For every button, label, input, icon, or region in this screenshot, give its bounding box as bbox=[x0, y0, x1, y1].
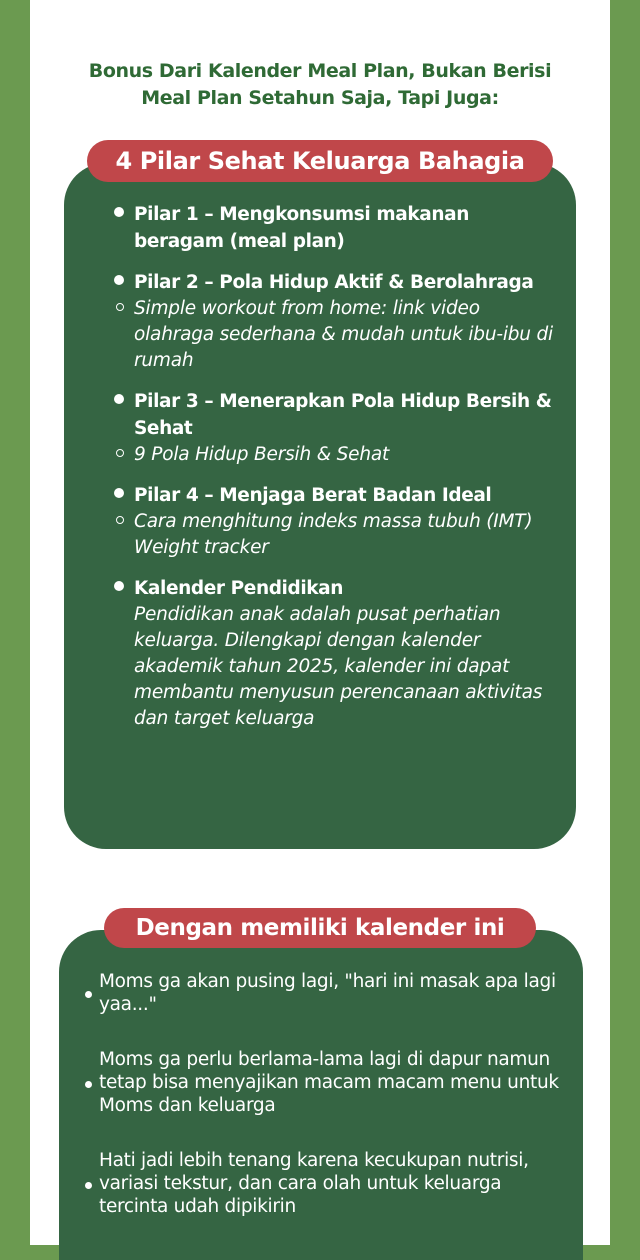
pillar-subitem bbox=[114, 442, 554, 468]
pillar-item bbox=[114, 575, 554, 732]
circle-bullet-icon bbox=[116, 303, 124, 311]
circle-bullet-icon bbox=[116, 516, 124, 524]
pillar-subitem bbox=[114, 509, 554, 561]
pillars-list bbox=[114, 201, 554, 746]
benefit-item bbox=[85, 1149, 565, 1218]
pillar-heading: Pilar 2 – Pola Hidup Aktif & Berolahraga bbox=[134, 272, 534, 293]
circle-bullet-icon bbox=[116, 449, 124, 457]
benefits-title-badge: Dengan memiliki kalender ini bbox=[104, 908, 536, 948]
pillar-subitem bbox=[114, 296, 554, 374]
pillars-title-badge: 4 Pilar Sehat Keluarga Bahagia bbox=[87, 140, 553, 182]
pillar-heading: Pilar 4 – Menjaga Berat Badan Ideal bbox=[134, 485, 492, 506]
bullet-icon bbox=[85, 1081, 92, 1088]
bullet-icon bbox=[114, 581, 124, 591]
intro-line-2: Meal Plan Setahun Saja, Tapi Juga: bbox=[141, 87, 499, 109]
pillar-item bbox=[114, 269, 554, 374]
pillar-item bbox=[114, 482, 554, 561]
pillar-heading: Kalender Pendidikan bbox=[134, 578, 344, 599]
bullet-icon bbox=[114, 207, 124, 217]
pillar-heading: Pilar 3 – Menerapkan Pola Hidup Bersih & Sehat bbox=[134, 391, 552, 439]
pillar-subitem-text: Simple workout from home: link video olahraga sederhana & mudah untuk ibu-ibu di rumah bbox=[134, 298, 553, 371]
pillars-card bbox=[64, 163, 576, 849]
intro-line-1: Bonus Dari Kalender Meal Plan, Bukan Berisi bbox=[88, 60, 552, 82]
bullet-icon bbox=[114, 394, 124, 404]
pillar-subitem-text: 9 Pola Hidup Bersih & Sehat bbox=[134, 444, 390, 465]
pillar-description: Pendidikan anak adalah pusat perhatian keluarga. Dilengkapi dengan kalender akademik tahun 2025, kalender ini dapat membantu menyusun perencanaan aktivitas dan target keluarga bbox=[134, 604, 543, 729]
bullet-icon bbox=[85, 1182, 92, 1189]
pillar-subitem-text: Weight tracker bbox=[134, 537, 269, 558]
pillar-subitem-text: Cara menghitung indeks massa tubuh (IMT) bbox=[134, 511, 533, 532]
bullet-icon bbox=[85, 991, 92, 998]
bullet-icon bbox=[114, 275, 124, 285]
pillar-item bbox=[114, 201, 554, 255]
benefit-item bbox=[85, 1048, 565, 1117]
bullet-icon bbox=[114, 488, 124, 498]
benefit-text: Hati jadi lebih tenang karena kecukupan nutrisi, variasi tekstur, dan cara olah untuk keluarga tercinta udah dipikirin bbox=[99, 1150, 529, 1217]
pillar-heading: Pilar 1 – Mengkonsumsi makanan beragam (meal plan) bbox=[134, 204, 469, 252]
benefit-text: Moms ga perlu berlama-lama lagi di dapur namun tetap bisa menyajikan macam macam menu untuk Moms dan keluarga bbox=[99, 1049, 559, 1116]
intro-heading bbox=[30, 58, 610, 112]
benefit-text: Moms ga akan pusing lagi, "hari ini masak apa lagi yaa..." bbox=[99, 971, 556, 1015]
pillar-item bbox=[114, 388, 554, 468]
benefits-card bbox=[59, 930, 583, 1260]
benefit-item bbox=[85, 970, 565, 1016]
benefits-list bbox=[85, 970, 565, 1250]
